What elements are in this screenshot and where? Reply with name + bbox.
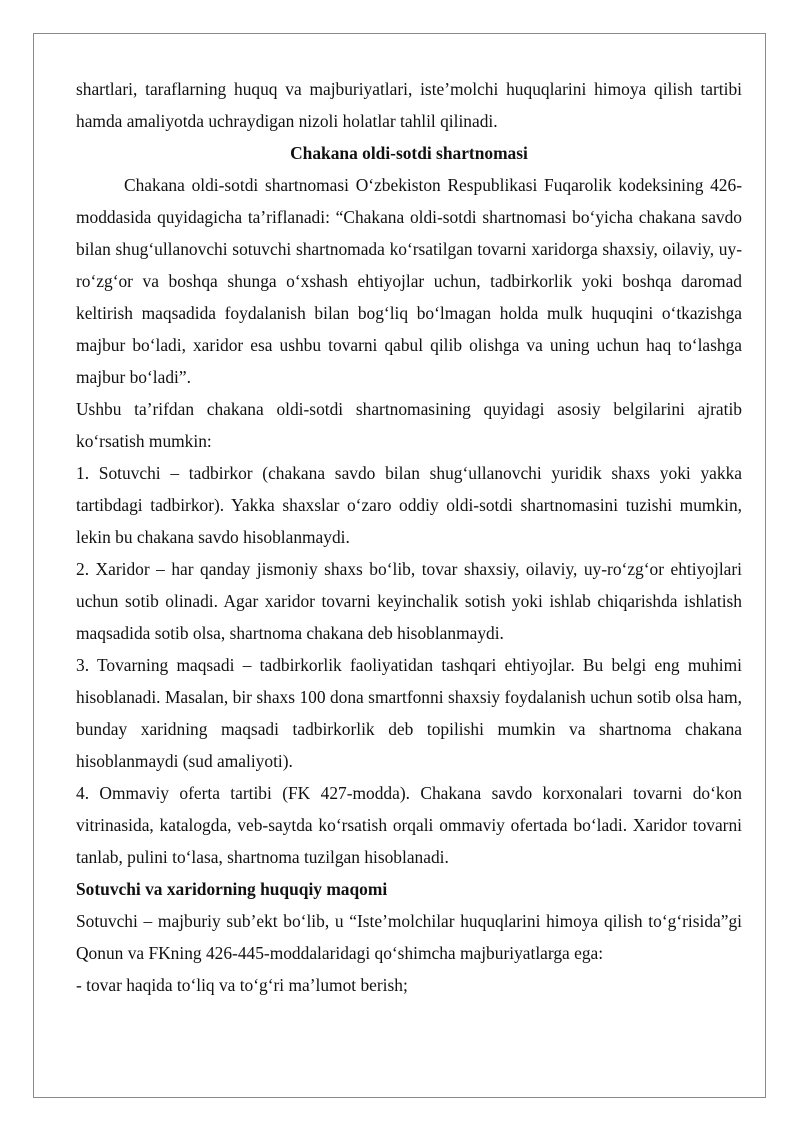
section-heading-legal-status: Sotuvchi va xaridorning huquqiy maqomi (76, 879, 388, 899)
paragraph-seller-obligations: Sotuvchi – majburiy sub’ekt bo‘lib, u “Iste’molchilar huquqlarini himoya qilish to‘g‘risida”gi Qonun va FKning 426-445-moddalaridagi qo‘shimcha majburiyatlarga ega: (76, 911, 742, 963)
document-body (76, 73, 742, 1001)
list-item-buyer: 2. Xaridor – har qanday jismoniy shaxs bo‘lib, tovar shaxsiy, oilaviy, uy-ro‘zg‘or ehtiyojlari uchun sotib olinadi. Agar xaridor tovarni keyinchalik sotish yoki ishlab chiqarishda ishlatish maqsadida sotib olsa, shartnoma chakana deb hisoblanmaydi. (76, 559, 742, 643)
paragraph-intro-continuation: shartlari, taraflarning huquq va majburiyatlari, iste’molchi huquqlarini himoya qilish tartibi hamda amaliyotda uchraydigan nizoli holatlar tahlil qilinadi. (76, 79, 742, 131)
paragraph-definition: Chakana oldi-sotdi shartnomasi O‘zbekiston Respublikasi Fuqarolik kodeksining 426-moddasida quyidagicha ta’riflanadi: “Chakana oldi-sotdi shartnomasi bo‘yicha chakana savdo bilan shug‘ullanovchi sotuvchi shartnomada ko‘rsatilgan tovarni xaridorga shaxsiy, oilaviy, uy-ro‘zg‘or va boshqa shunga o‘xshash ehtiyojlar uchun, tadbirkorlik yoki boshqa daromad keltirish maqsadida foydalanish bilan bog‘liq bo‘lmagan holda mulk huquqini o‘tkazishga majbur bo‘ladi, xaridor esa ushbu tovarni qabul qilib olishga va uning uchun haq to‘lashga majbur bo‘ladi”. (76, 175, 742, 387)
list-item-seller: 1. Sotuvchi – tadbirkor (chakana savdo bilan shug‘ullanovchi yuridik shaxs yoki yakka tartibdagi tadbirkor). Yakka shaxslar o‘zaro oddiy oldi-sotdi shartnomasini tuzishi mumkin, lekin bu chakana savdo hisoblanmaydi. (76, 463, 742, 547)
section-heading-retail-contract: Chakana oldi-sotdi shartnomasi (290, 143, 528, 163)
paragraph-features-intro: Ushbu ta’rifdan chakana oldi-sotdi shartnomasining quyidagi asosiy belgilarini ajratib ko‘rsatish mumkin: (76, 399, 742, 451)
list-item-information-duty: - tovar haqida to‘liq va to‘g‘ri ma’lumot berish; (76, 975, 408, 995)
list-item-purpose: 3. Tovarning maqsadi – tadbirkorlik faoliyatidan tashqari ehtiyojlar. Bu belgi eng muhimi hisoblanadi. Masalan, bir shaxs 100 dona smartfonni shaxsiy foydalanish uchun sotib olsa ham, bunday xaridning maqsadi tadbirkorlik deb topilishi mumkin va shartnoma chakana hisoblanmaydi (sud amaliyoti). (76, 655, 742, 771)
list-item-public-offer: 4. Ommaviy oferta tartibi (FK 427-modda). Chakana savdo korxonalari tovarni do‘kon vitrinasida, katalogda, veb-saytda ko‘rsatish orqali ommaviy ofertada bo‘ladi. Xaridor tovarni tanlab, pulini to‘lasa, shartnoma tuzilgan hisoblanadi. (76, 783, 742, 867)
